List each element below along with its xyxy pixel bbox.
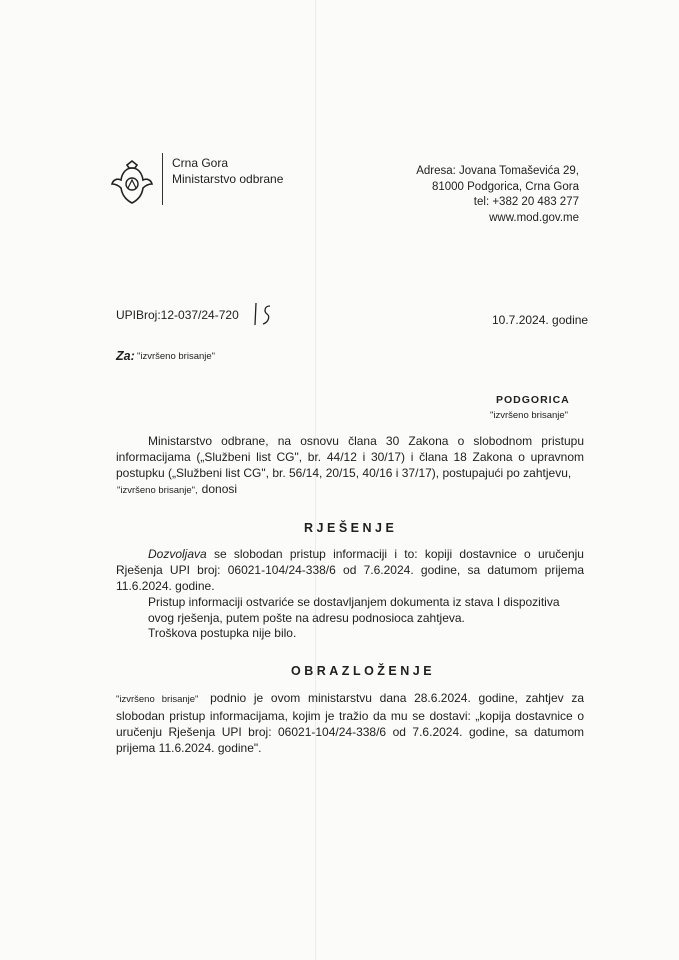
decision-paragraph-3: Troškova postupka nije bilo. <box>148 626 297 640</box>
intro-redacted-name: "izvršeno brisanje", <box>117 485 198 496</box>
ministry-name: Ministarstvo odbrane <box>172 172 284 186</box>
ministry-block <box>172 155 283 187</box>
decision-paragraph-1 <box>116 546 584 594</box>
recipient-label: Za: <box>116 349 135 363</box>
decision-title: RJEŠENJE <box>304 521 398 535</box>
address-city: 81000 Podgorica, Crna Gora <box>431 180 579 193</box>
coat-of-arms-icon <box>108 158 156 206</box>
intro-paragraph: Ministarstvo odbrane, na osnovu člana 30 Zakona o slobodnom pristupu informacijama („Službeni list CG", br. 44/12 i 30/17) i člana 18 Zakona o upravnom postupku („Službeni list CG", br. 56/14, 20/15, 40/16 i 37/17), postupajući po zahtjevu, <box>116 434 584 480</box>
decision-lead: Dozvoljava <box>148 547 207 561</box>
reasoning-title: OBRAZLOŽENJE <box>291 664 436 678</box>
reasoning-redacted-name: "izvršeno brisanje" <box>116 694 199 705</box>
decision-text: se slobodan pristup informaciji i to: kopiji dostavnice o uručenju Rješenja UPI broj: 06021-104/24-338/6 od 7.6.2024. godine, sa datumom prijema 11.6.2024. godine. <box>116 547 584 593</box>
recipient-city: PODGORICA <box>496 394 570 406</box>
handwritten-mark <box>252 300 276 328</box>
address-website: www.mod.gov.me <box>489 211 579 224</box>
address-block <box>416 164 579 226</box>
decision-paragraph-2: Pristup informaciji ostvariće se dostavljanjem dokumenta iz stava I dispozitiva ovog rješenja, putem pošte na adresu podnosioca zahtjeva. <box>148 595 560 625</box>
country-name: Crna Gora <box>172 156 229 170</box>
recipient-name-redacted: "izvršeno brisanje" <box>137 351 216 362</box>
intro-tail: donosi <box>201 482 238 496</box>
reference-number: UPIBroj:12-037/24-720 <box>116 308 239 322</box>
address-phone: tel: +382 20 483 277 <box>473 196 579 208</box>
address-street: Adresa: Jovana Tomaševića 29, <box>416 165 579 177</box>
header-divider <box>162 153 163 205</box>
intro-closing <box>117 481 237 499</box>
reasoning-text: podnio je ovom ministarstvu dana 28.6.2024. godine, zahtjev za slobodan pristup informacijama, kojim je tražio da mu se dostavi: „kopija dostavnice o uručenju Rješenja UPI broj: 06021-104/24-338/6 od 7.6.2024. godine, sa datumom prijema 11.6.2024. godine". <box>116 691 584 755</box>
recipient-city-redacted: "izvršeno brisanje" <box>490 410 569 421</box>
reasoning-paragraph <box>116 690 584 756</box>
document-date: 10.7.2024. godine <box>492 313 589 327</box>
